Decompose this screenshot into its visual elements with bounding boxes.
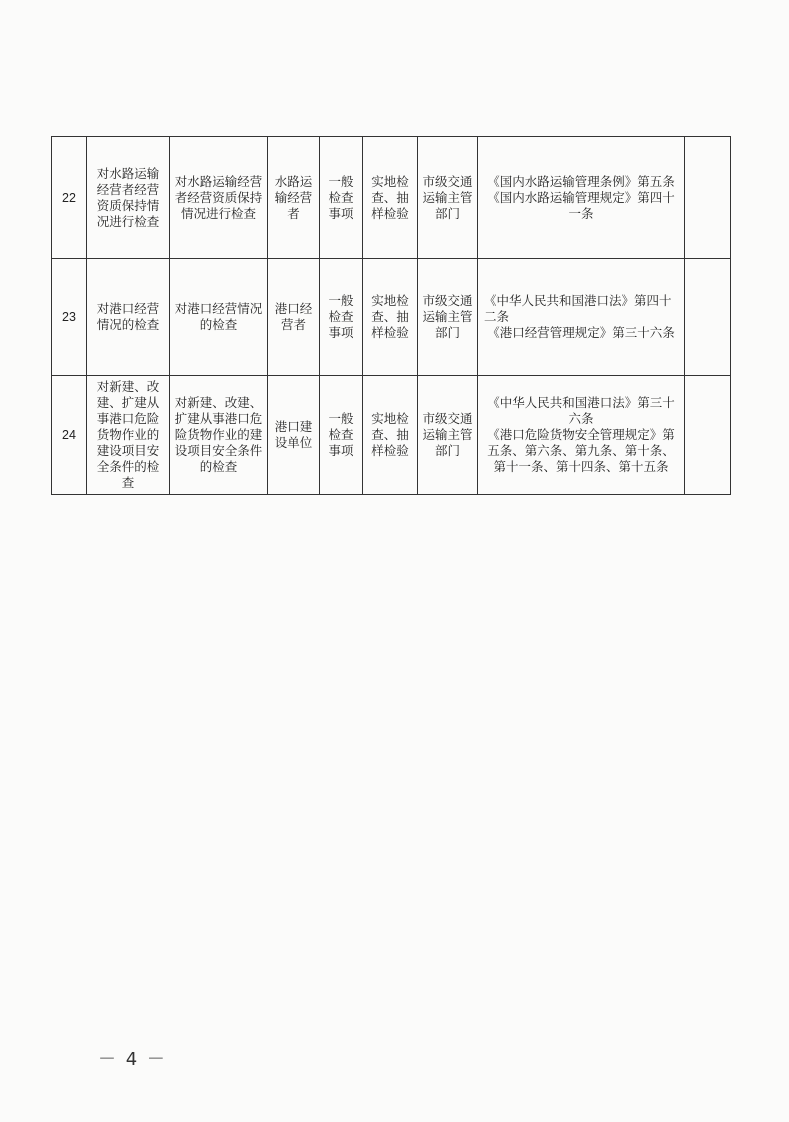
inspection-items-table [51,136,731,495]
legal-basis-cell [478,259,685,376]
inspection-subject-cell: 市级交通运输主管部门 [418,137,478,259]
inspection-method-cell: 实地检查、抽样检验 [363,137,418,259]
inspection-object-cell: 水路运输经营者 [268,137,320,259]
legal-basis-line: 《中华人民共和国港口法》第四十二条 [484,293,672,324]
inspection-content-cell: 对水路运输经营者经营资质保持情况进行检查 [170,137,268,259]
inspection-content-cell: 对港口经营情况的检查 [170,259,268,376]
inspection-item-cell: 对新建、改建、扩建从事港口危险货物作业的建设项目安全条件的检查 [87,376,170,495]
legal-basis-cell [478,376,685,495]
inspection-object-cell: 港口经营者 [268,259,320,376]
legal-basis-line: 《港口经营管理规定》第三十六条 [487,325,675,340]
table-row [52,137,731,259]
table-row [52,376,731,495]
inspection-category-cell: 一般检查事项 [320,259,363,376]
inspection-category-cell: 一般检查事项 [320,376,363,495]
legal-basis-line: 《港口危险货物安全管理规定》第五条、第六条、第九条、第十条、第十一条、第十四条、第十五条 [487,427,675,474]
inspection-item-cell: 对港口经营情况的检查 [87,259,170,376]
row-number: 24 [52,376,87,495]
note-cell [685,137,731,259]
inspection-content-cell: 对新建、改建、扩建从事港口危险货物作业的建设项目安全条件的检查 [170,376,268,495]
page-number: － 4 － [98,1049,167,1070]
legal-basis-line: 《国内水路运输管理条例》第五条 [487,173,675,189]
legal-basis-line: 《中华人民共和国港口法》第三十六条 [487,395,675,426]
note-cell [685,376,731,495]
inspection-method-cell: 实地检查、抽样检验 [363,376,418,495]
note-cell [685,259,731,376]
row-number: 22 [52,137,87,259]
inspection-category-cell: 一般检查事项 [320,137,363,259]
inspection-subject-cell: 市级交通运输主管部门 [418,259,478,376]
table-row [52,259,731,376]
inspection-item-cell: 对水路运输经营者经营资质保持情况进行检查 [87,137,170,259]
inspection-subject-cell: 市级交通运输主管部门 [418,376,478,495]
legal-basis-line: 《国内水路运输管理规定》第四十一条 [487,189,675,221]
row-number: 23 [52,259,87,376]
inspection-method-cell: 实地检查、抽样检验 [363,259,418,376]
legal-basis-cell [478,137,685,259]
inspection-object-cell: 港口建设单位 [268,376,320,495]
